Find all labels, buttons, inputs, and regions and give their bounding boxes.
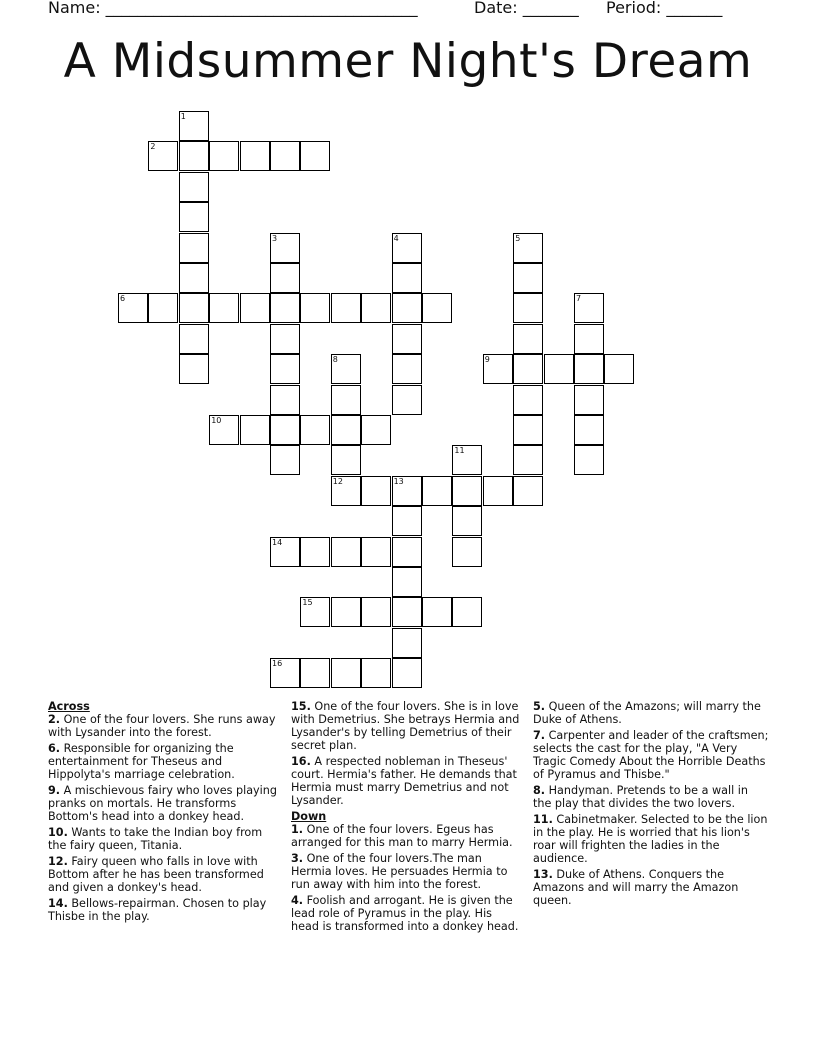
crossword-cell[interactable] <box>392 233 422 263</box>
crossword-cell[interactable] <box>331 354 361 384</box>
crossword-cell[interactable] <box>392 628 422 658</box>
name-field[interactable]: Name: _______________________________________ <box>48 0 418 17</box>
crossword-cell[interactable] <box>331 658 361 688</box>
crossword-cell[interactable] <box>574 324 604 354</box>
crossword-cell[interactable] <box>118 293 148 323</box>
crossword-cell[interactable] <box>300 415 330 445</box>
crossword-cell[interactable] <box>179 141 209 171</box>
crossword-cell[interactable] <box>483 354 513 384</box>
crossword-cell[interactable] <box>331 537 361 567</box>
across-clue <box>291 700 523 752</box>
crossword-cell[interactable] <box>513 415 543 445</box>
clue-num: 3. <box>291 852 304 865</box>
crossword-cell[interactable] <box>513 324 543 354</box>
clue-text: One of the four lovers.The man Hermia loves. He persuades Hermia to run away with him into the forest. <box>291 852 508 891</box>
crossword-cell[interactable] <box>331 293 361 323</box>
crossword-cell[interactable] <box>179 172 209 202</box>
clue-text: Bellows-repairman. Chosen to play Thisbe in the play. <box>48 897 267 923</box>
crossword-cell[interactable] <box>179 111 209 141</box>
clue-num: 12. <box>48 855 68 868</box>
crossword-cell[interactable] <box>392 263 422 293</box>
crossword-cell[interactable] <box>270 233 300 263</box>
crossword-cell[interactable] <box>422 597 452 627</box>
down-clue <box>533 729 769 781</box>
across-clue <box>48 855 280 894</box>
crossword-cell[interactable] <box>452 506 482 536</box>
clue-number: 11 <box>454 446 465 456</box>
clue-num: 10. <box>48 826 68 839</box>
clue-text: Cabinetmaker. Selected to be the lion in the play. He is worried that his lion's roar will frighten the ladies in the audience. <box>533 813 768 865</box>
clue-text: Foolish and arrogant. He is given the lead role of Pyramus in the play. His head is transformed into a donkey head. <box>291 894 519 933</box>
crossword-cell[interactable] <box>179 293 209 323</box>
crossword-cell[interactable] <box>513 354 543 384</box>
down-clue <box>291 852 523 891</box>
clue-text: Wants to take the Indian boy from the fairy queen, Titania. <box>48 826 263 852</box>
crossword-cell[interactable] <box>392 476 422 506</box>
crossword-cell[interactable] <box>270 385 300 415</box>
clue-number: 10 <box>211 416 222 425</box>
page-title: A Midsummer Night's Dream <box>63 34 753 89</box>
crossword-cell[interactable] <box>574 415 604 445</box>
crossword-cell[interactable] <box>331 415 361 445</box>
crossword-cell[interactable] <box>452 597 482 627</box>
crossword-cell[interactable] <box>240 293 270 323</box>
crossword-cell[interactable] <box>574 445 604 475</box>
crossword-cell[interactable] <box>209 415 239 445</box>
across-clue <box>48 826 280 852</box>
crossword-cell[interactable] <box>361 415 391 445</box>
clue-number: 12 <box>332 476 343 486</box>
crossword-cell[interactable] <box>392 567 422 597</box>
crossword-cell[interactable] <box>422 293 452 323</box>
crossword-cell[interactable] <box>361 537 391 567</box>
clue-num: 9. <box>48 784 61 797</box>
clue-num: 15. <box>291 700 311 713</box>
down-clue <box>291 894 523 933</box>
across-clue <box>48 713 280 739</box>
across-clue <box>48 897 280 923</box>
crossword-cell[interactable] <box>483 476 513 506</box>
crossword-cell[interactable] <box>331 597 361 627</box>
clue-num: 11. <box>533 813 553 826</box>
clue-text: Responsible for organizing the entertainment for Theseus and Hippolyta's marriage celebration. <box>48 742 235 781</box>
crossword-cell[interactable] <box>574 293 604 323</box>
crossword-cell[interactable] <box>544 354 574 384</box>
crossword-cell[interactable] <box>300 658 330 688</box>
crossword-cell[interactable] <box>513 445 543 475</box>
across-clue <box>48 784 280 823</box>
down-clue <box>533 784 769 810</box>
down-clue <box>533 868 769 907</box>
crossword-cell[interactable] <box>392 385 422 415</box>
across-clue <box>291 755 523 807</box>
crossword-cell[interactable] <box>179 202 209 232</box>
crossword-cell[interactable] <box>392 537 422 567</box>
clue-num: 16. <box>291 755 311 768</box>
clues-column-3 <box>533 700 769 910</box>
crossword-cell[interactable] <box>392 354 422 384</box>
crossword-cell[interactable] <box>240 141 270 171</box>
clue-num: 1. <box>291 823 304 836</box>
crossword-cell[interactable] <box>270 537 300 567</box>
clue-num: 7. <box>533 729 546 742</box>
crossword-cell[interactable] <box>361 293 391 323</box>
clue-number: 13 <box>393 476 404 486</box>
crossword-cell[interactable] <box>179 233 209 263</box>
crossword-cell[interactable] <box>270 445 300 475</box>
crossword-cell[interactable] <box>270 324 300 354</box>
period-field[interactable]: Period: _______ <box>606 0 723 17</box>
clue-text: Handyman. Pretends to be a wall in the play that divides the two lovers. <box>533 784 748 810</box>
crossword-cell[interactable] <box>270 658 300 688</box>
clue-text: Duke of Athens. Conquers the Amazons and will marry the Amazon queen. <box>533 868 739 907</box>
crossword-cell[interactable] <box>574 385 604 415</box>
clue-text: One of the four lovers. She runs away with Lysander into the forest. <box>48 713 276 739</box>
crossword-cell[interactable] <box>331 476 361 506</box>
crossword-cell[interactable] <box>513 233 543 263</box>
clue-num: 14. <box>48 897 68 910</box>
crossword-cell[interactable] <box>179 263 209 293</box>
crossword-cell[interactable] <box>179 354 209 384</box>
clue-number: 16 <box>272 659 283 669</box>
crossword-cell[interactable] <box>513 263 543 293</box>
down-clue <box>533 700 769 726</box>
crossword-cell[interactable] <box>422 476 452 506</box>
crossword-cell[interactable] <box>270 415 300 445</box>
clue-number: 7 <box>576 294 582 304</box>
crossword-cell[interactable] <box>300 597 330 627</box>
crossword-cell[interactable] <box>300 537 330 567</box>
clue-num: 4. <box>291 894 304 907</box>
crossword-cell[interactable] <box>270 263 300 293</box>
crossword-cell[interactable] <box>179 324 209 354</box>
crossword-cell[interactable] <box>392 293 422 323</box>
crossword-cell[interactable] <box>574 354 604 384</box>
crossword-cell[interactable] <box>300 141 330 171</box>
crossword-cell[interactable] <box>300 293 330 323</box>
crossword-cell[interactable] <box>361 476 391 506</box>
clue-number: 3 <box>272 233 278 243</box>
crossword-cell[interactable] <box>148 141 178 171</box>
across-clue <box>48 742 280 781</box>
clue-number: 15 <box>302 598 313 608</box>
clue-number: 4 <box>393 233 399 243</box>
crossword-cell[interactable] <box>513 385 543 415</box>
clue-num: 8. <box>533 784 546 797</box>
crossword-cell[interactable] <box>452 476 482 506</box>
clue-number: 8 <box>332 355 338 365</box>
crossword-cell[interactable] <box>513 293 543 323</box>
clue-text: One of the four lovers. Egeus has arranged for this man to marry Hermia. <box>291 823 513 849</box>
clues-column-2 <box>291 700 523 936</box>
clue-number: 2 <box>150 142 156 152</box>
down-heading: Down <box>291 810 327 823</box>
crossword-cell[interactable] <box>148 293 178 323</box>
clue-num: 6. <box>48 742 61 755</box>
date-field[interactable]: Date: _______ <box>474 0 579 17</box>
crossword-cell[interactable] <box>209 293 239 323</box>
crossword-cell[interactable] <box>331 445 361 475</box>
clue-number: 1 <box>180 112 186 121</box>
crossword-cell[interactable] <box>361 597 391 627</box>
crossword-cell[interactable] <box>361 658 391 688</box>
crossword-cell[interactable] <box>392 506 422 536</box>
down-clue <box>291 823 523 849</box>
crossword-cell[interactable] <box>392 597 422 627</box>
crossword-cell[interactable] <box>270 293 300 323</box>
clue-num: 2. <box>48 713 61 726</box>
crossword-cell[interactable] <box>270 141 300 171</box>
clue-text: Fairy queen who falls in love with Bottom after he has been transformed and given a donkey's head. <box>48 855 264 894</box>
clue-number: 9 <box>484 355 490 365</box>
clues-column-1 <box>48 700 280 926</box>
crossword-cell[interactable] <box>392 658 422 688</box>
crossword-cell[interactable] <box>209 141 239 171</box>
crossword-cell[interactable] <box>452 445 482 475</box>
clue-num: 13. <box>533 868 553 881</box>
clue-text: A respected nobleman in Theseus' court. Hermia's father. He demands that Hermia must marry Demetrius and not Lysander. <box>291 755 517 807</box>
clue-num: 5. <box>533 700 546 713</box>
crossword-cell[interactable] <box>604 354 634 384</box>
across-heading: Across <box>48 700 90 713</box>
crossword-cell[interactable] <box>452 537 482 567</box>
clue-number: 5 <box>515 233 521 243</box>
crossword-cell[interactable] <box>513 476 543 506</box>
crossword-cell[interactable] <box>331 385 361 415</box>
clue-text: Queen of the Amazons; will marry the Duke of Athens. <box>533 700 761 726</box>
clue-number: 6 <box>120 294 126 304</box>
crossword-cell[interactable] <box>392 324 422 354</box>
clue-number: 14 <box>272 537 283 547</box>
clue-text: One of the four lovers. She is in love with Demetrius. She betrays Hermia and Lysander's by telling Demetrius of their secret plan. <box>291 700 520 752</box>
crossword-cell[interactable] <box>240 415 270 445</box>
clue-text: Carpenter and leader of the craftsmen; selects the cast for the play, "A Very Tragic Comedy About the Horrible Deaths of Pyramus and Thisbe." <box>533 729 769 781</box>
clue-text: A mischievous fairy who loves playing pranks on mortals. He transforms Bottom's head into a donkey head. <box>48 784 277 823</box>
down-clue <box>533 813 769 865</box>
crossword-cell[interactable] <box>270 354 300 384</box>
